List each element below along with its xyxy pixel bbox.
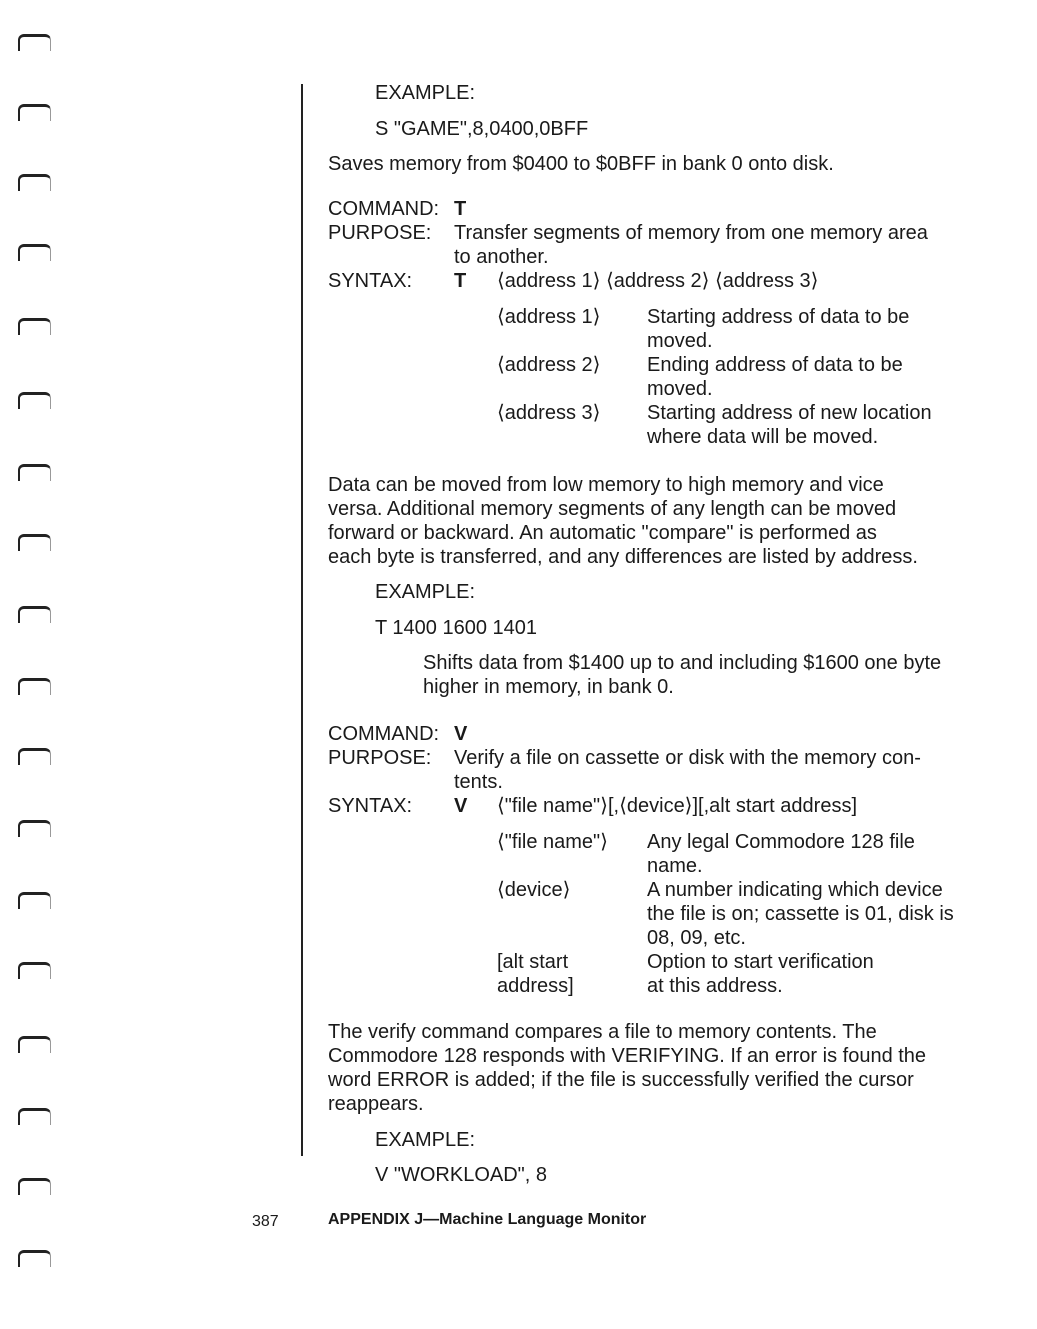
example-code: T 1400 1600 1401 bbox=[375, 617, 538, 639]
command-name: T bbox=[454, 198, 467, 220]
parameter-name: ⟨"file name"⟩ bbox=[497, 831, 608, 853]
binder-hole bbox=[18, 534, 51, 551]
parameter-description: at this address. bbox=[647, 975, 783, 997]
body-text: Data can be moved from low memory to high memory and vice bbox=[328, 474, 884, 496]
body-text: reappears. bbox=[328, 1093, 424, 1115]
parameter-description: A number indicating which device bbox=[647, 879, 943, 901]
parameter-description: name. bbox=[647, 855, 703, 877]
parameter-name: ⟨device⟩ bbox=[497, 879, 571, 901]
body-text: The verify command compares a file to memory contents. The bbox=[328, 1021, 877, 1043]
parameter-description: Option to start verification bbox=[647, 951, 874, 973]
binder-hole bbox=[18, 1036, 51, 1053]
binder-hole bbox=[18, 244, 51, 261]
margin-change-bar bbox=[301, 84, 303, 1156]
parameter-name: ⟨address 3⟩ bbox=[497, 402, 601, 424]
binder-hole bbox=[18, 820, 51, 837]
example-code: V "WORKLOAD", 8 bbox=[375, 1164, 548, 1186]
syntax-command: V bbox=[454, 795, 468, 817]
binder-hole bbox=[18, 174, 51, 191]
binder-hole bbox=[18, 104, 51, 121]
binder-hole bbox=[18, 962, 51, 979]
parameter-name: ⟨address 2⟩ bbox=[497, 354, 601, 376]
body-text: Commodore 128 responds with VERIFYING. If an error is found the bbox=[328, 1045, 927, 1067]
binder-hole bbox=[18, 34, 51, 51]
parameter-description: Any legal Commodore 128 file bbox=[647, 831, 915, 853]
syntax-arguments: ⟨"file name"⟩[,⟨device⟩][,alt start address] bbox=[497, 795, 857, 817]
example-code: S "GAME",8,0400,0BFF bbox=[375, 118, 589, 140]
syntax-label: SYNTAX: bbox=[328, 795, 413, 817]
running-footer: APPENDIX J—Machine Language Monitor bbox=[328, 1211, 647, 1228]
syntax-arguments: ⟨address 1⟩ ⟨address 2⟩ ⟨address 3⟩ bbox=[497, 270, 819, 292]
body-text: forward or backward. An automatic "compare" is performed as bbox=[328, 522, 877, 544]
binder-hole bbox=[18, 464, 51, 481]
parameter-description: the file is on; cassette is 01, disk is bbox=[647, 903, 954, 925]
binder-hole bbox=[18, 392, 51, 409]
command-label: COMMAND: bbox=[328, 198, 440, 220]
example-label: EXAMPLE: bbox=[375, 1129, 476, 1151]
binder-hole bbox=[18, 606, 51, 623]
parameter-description: moved. bbox=[647, 330, 713, 352]
binder-hole bbox=[18, 1108, 51, 1125]
example-label: EXAMPLE: bbox=[375, 82, 476, 104]
parameter-description: where data will be moved. bbox=[647, 426, 879, 448]
parameter-description: 08, 09, etc. bbox=[647, 927, 746, 949]
parameter-name: address] bbox=[497, 975, 574, 997]
command-label: COMMAND: bbox=[328, 723, 440, 745]
purpose-label: PURPOSE: bbox=[328, 747, 432, 769]
binder-hole bbox=[18, 892, 51, 909]
body-text: word ERROR is added; if the file is successfully verified the cursor bbox=[328, 1069, 914, 1091]
command-name: V bbox=[454, 723, 468, 745]
purpose-text: Verify a file on cassette or disk with the memory con- bbox=[454, 747, 921, 769]
purpose-text: to another. bbox=[454, 246, 549, 268]
purpose-text: tents. bbox=[454, 771, 503, 793]
body-text: versa. Additional memory segments of any length can be moved bbox=[328, 498, 897, 520]
example-label: EXAMPLE: bbox=[375, 581, 476, 603]
syntax-command: T bbox=[454, 270, 467, 292]
binder-hole bbox=[18, 1178, 51, 1195]
binder-hole bbox=[18, 748, 51, 765]
purpose-label: PURPOSE: bbox=[328, 222, 432, 244]
parameter-description: Ending address of data to be bbox=[647, 354, 903, 376]
example-description: higher in memory, in bank 0. bbox=[423, 676, 674, 698]
binder-hole bbox=[18, 678, 51, 695]
syntax-label: SYNTAX: bbox=[328, 270, 413, 292]
example-description: Saves memory from $0400 to $0BFF in bank 0 onto disk. bbox=[328, 153, 834, 175]
example-description: Shifts data from $1400 up to and including $1600 one byte bbox=[423, 652, 942, 674]
parameter-description: moved. bbox=[647, 378, 713, 400]
parameter-description: Starting address of data to be bbox=[647, 306, 910, 328]
parameter-description: Starting address of new location bbox=[647, 402, 932, 424]
binder-hole bbox=[18, 1250, 51, 1267]
purpose-text: Transfer segments of memory from one memory area bbox=[454, 222, 928, 244]
body-text: each byte is transferred, and any differences are listed by address. bbox=[328, 546, 918, 568]
parameter-name: ⟨address 1⟩ bbox=[497, 306, 601, 328]
page-number: 387 bbox=[252, 1213, 279, 1230]
binder-hole bbox=[18, 318, 51, 335]
parameter-name: [alt start bbox=[497, 951, 569, 973]
